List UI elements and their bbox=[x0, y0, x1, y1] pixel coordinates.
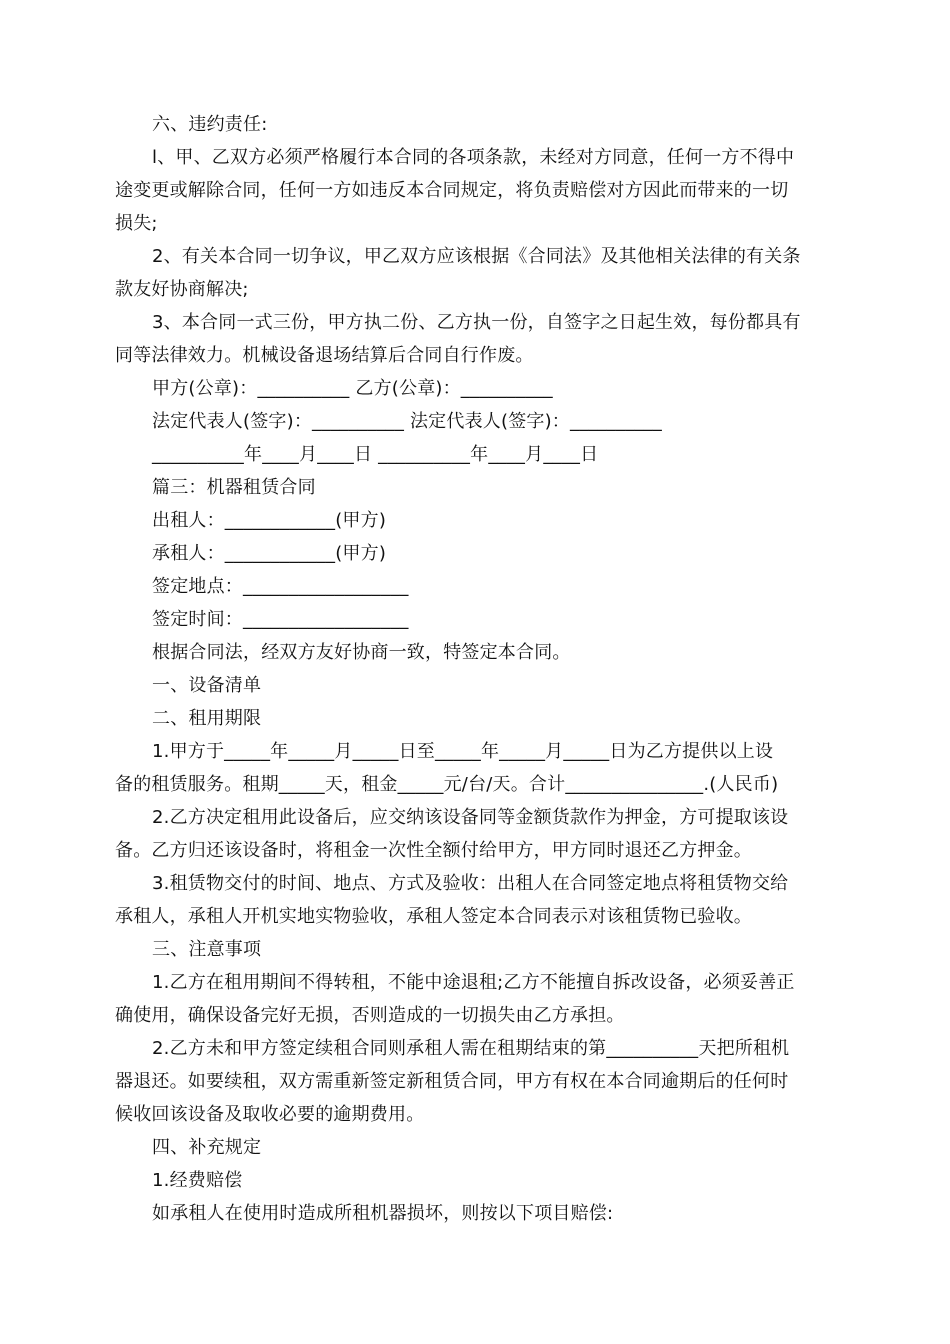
document-line: 2.乙方决定租用此设备后，应交纳该设备同等金额货款作为押金，方可提取该设 bbox=[152, 807, 789, 828]
document-line: 2.乙方未和甲方签定续租合同则承租人需在租期结束的第__________天把所租机 bbox=[152, 1038, 790, 1059]
document-line: 备的租赁服务。租期_____天，租金_____元/台/天。合计_______________.(人民币) bbox=[115, 774, 779, 795]
document-line: 三、注意事项 bbox=[152, 939, 262, 960]
document-line: 签定地点：__________________ bbox=[152, 576, 409, 597]
document-line: 3.租赁物交付的时间、地点、方式及验收：出租人在合同签定地点将租赁物交给 bbox=[152, 873, 789, 894]
document-line: 1.经费赔偿 bbox=[152, 1170, 243, 1191]
document-line: 二、租用期限 bbox=[152, 708, 262, 729]
document-line: 四、补充规定 bbox=[152, 1137, 262, 1158]
document-line: 签定时间：__________________ bbox=[152, 609, 409, 630]
document-line: 出租人：____________(甲方) bbox=[152, 510, 387, 531]
document-line: 备。乙方归还该设备时，将租金一次性全额付给甲方，甲方同时退还乙方押金。 bbox=[115, 840, 752, 861]
document-line: 甲方(公章)：__________ 乙方(公章)：__________ bbox=[152, 378, 553, 399]
document-line: 同等法律效力。机械设备退场结算后合同自行作废。 bbox=[115, 345, 534, 366]
document-line: 器退还。如要续租，双方需重新签定新租赁合同，甲方有权在本合同逾期后的任何时 bbox=[115, 1071, 789, 1092]
document-line: 2、有关本合同一切争议，甲乙双方应该根据《合同法》及其他相关法律的有关条 bbox=[152, 246, 801, 267]
document-line: 根据合同法，经双方友好协商一致，特签定本合同。 bbox=[152, 642, 571, 663]
document-line: 款友好协商解决; bbox=[115, 279, 249, 300]
document-line: __________年____月____日 __________年____月____日 bbox=[152, 444, 599, 465]
document-line: 一、设备清单 bbox=[152, 675, 262, 696]
document-line: 承租人，承租人开机实地实物验收，承租人签定本合同表示对该租赁物已验收。 bbox=[115, 906, 752, 927]
document-line: 法定代表人(签字)：__________ 法定代表人(签字)：__________ bbox=[152, 411, 663, 432]
document-line: 1.甲方于_____年_____月_____日至_____年_____月_____日为乙方提供以上设 bbox=[152, 741, 774, 762]
document-line: 承租人：____________(甲方) bbox=[152, 543, 387, 564]
document-line: 3、本合同一式三份，甲方执二份、乙方执一份，自签字之日起生效，每份都具有 bbox=[152, 312, 801, 333]
document-line: 如承租人在使用时造成所租机器损坏，则按以下项目赔偿: bbox=[152, 1203, 614, 1224]
document-line: 六、违约责任: bbox=[152, 114, 268, 135]
document-line: 途变更或解除合同，任何一方如违反本合同规定，将负责赔偿对方因此而带来的一切 bbox=[115, 180, 789, 201]
document-line: 篇三：机器租赁合同 bbox=[152, 477, 316, 498]
document-line: 候收回该设备及取收必要的逾期费用。 bbox=[115, 1104, 425, 1125]
document-line: l、甲、乙双方必须严格履行本合同的各项条款，未经对方同意，任何一方不得中 bbox=[152, 147, 795, 168]
document-line: 确使用，确保设备完好无损，否则造成的一切损失由乙方承担。 bbox=[115, 1005, 625, 1026]
document-line: 1.乙方在租用期间不得转租，不能中途退租;乙方不能擅自拆改设备，必须妥善正 bbox=[152, 972, 795, 993]
document-body bbox=[115, 108, 840, 1230]
document-line: 损失; bbox=[115, 213, 158, 234]
